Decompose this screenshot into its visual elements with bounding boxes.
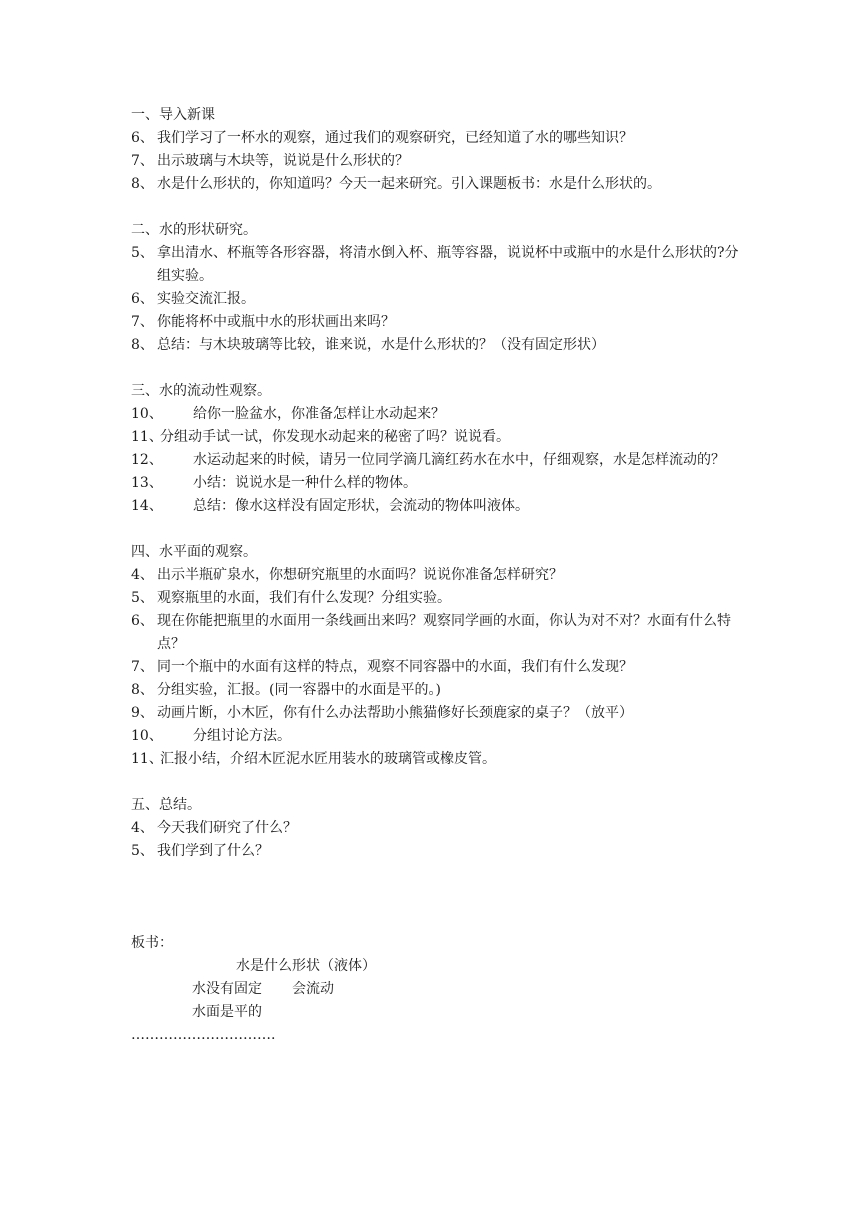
item-text: 分组讨论方法。 <box>193 728 291 744</box>
section-heading: 三、水的流动性观察。 <box>131 383 271 399</box>
item-number: 5、 <box>131 843 154 859</box>
list-item <box>131 334 741 357</box>
list-item <box>131 311 741 334</box>
board-line-1 <box>131 978 741 1001</box>
board-flows: 会流动 <box>292 981 334 997</box>
item-number: 10、 <box>131 728 163 744</box>
ellipsis-divider: …………………………. <box>131 1027 276 1043</box>
item-number: 5、 <box>131 590 154 606</box>
board-no-fixed-shape: 水没有固定 <box>192 981 262 997</box>
list-item <box>131 173 741 196</box>
item-text: 分组动手试一试，你发现水动起来的秘密了吗？说说看。 <box>160 429 510 445</box>
item-number: 7、 <box>131 659 154 675</box>
item-number: 9、 <box>131 705 154 721</box>
item-number: 7、 <box>131 314 154 330</box>
item-number: 10、 <box>131 406 163 422</box>
item-text: 分组实验，汇报。(同一容器中的水面是平的。) <box>157 682 441 698</box>
item-text: 实验交流汇报。 <box>157 291 255 307</box>
item-number: 8、 <box>131 337 154 353</box>
board-title: 水是什么形状（液体） <box>236 958 376 974</box>
section-heading: 五、总结。 <box>131 797 201 813</box>
item-number: 7、 <box>131 153 154 169</box>
list-item <box>131 495 741 518</box>
item-text: 出示半瓶矿泉水，你想研究瓶里的水面吗？说说你准备怎样研究？ <box>157 567 563 583</box>
item-text: 我们学到了什么？ <box>157 843 269 859</box>
list-item <box>131 748 741 771</box>
section-heading: 四、水平面的观察。 <box>131 544 257 560</box>
item-number: 6、 <box>131 613 154 629</box>
item-text: 你能将杯中或瓶中水的形状画出来吗？ <box>157 314 395 330</box>
list-item <box>131 656 741 679</box>
list-item <box>131 702 741 725</box>
item-number: 13、 <box>131 475 163 491</box>
section-heading: 二、水的形状研究。 <box>131 222 257 238</box>
item-number: 8、 <box>131 682 154 698</box>
list-item <box>131 725 741 748</box>
item-text: 动画片断，小木匠，你有什么办法帮助小熊猫修好长颈鹿家的桌子？（放平） <box>157 705 633 721</box>
list-item <box>131 472 741 495</box>
lesson-plan <box>131 104 741 1047</box>
item-number: 8、 <box>131 176 154 192</box>
list-item <box>131 817 741 840</box>
list-item <box>131 242 741 288</box>
item-number: 14、 <box>131 498 163 514</box>
item-text: 总结：像水这样没有固定形状，会流动的物体叫液体。 <box>193 498 529 514</box>
list-item <box>131 610 741 656</box>
item-text: 给你一脸盆水，你准备怎样让水动起来？ <box>193 406 445 422</box>
item-number: 12、 <box>131 452 163 468</box>
list-item <box>131 426 741 449</box>
list-item <box>131 150 741 173</box>
item-number: 5、 <box>131 245 154 261</box>
list-item <box>131 840 741 863</box>
list-item <box>131 679 741 702</box>
item-number: 6、 <box>131 291 154 307</box>
list-item <box>131 288 741 311</box>
board-line-2: 水面是平的 <box>192 1004 262 1020</box>
item-number: 11、 <box>131 429 163 445</box>
section-heading: 一、导入新课 <box>131 107 215 123</box>
item-text: 今天我们研究了什么？ <box>157 820 297 836</box>
item-text: 小结：说说水是一种什么样的物体。 <box>193 475 417 491</box>
list-item <box>131 403 741 426</box>
item-text: 出示玻璃与木块等，说说是什么形状的？ <box>157 153 409 169</box>
list-item <box>131 127 741 150</box>
list-item <box>131 564 741 587</box>
item-text: 水运动起来的时候，请另一位同学滴几滴红药水在水中，仔细观察，水是怎样流动的？ <box>193 452 725 468</box>
item-text: 观察瓶里的水面，我们有什么发现？分组实验。 <box>157 590 451 606</box>
item-number: 4、 <box>131 820 154 836</box>
board-label: 板书： <box>131 935 173 951</box>
list-item <box>131 449 741 472</box>
item-text: 我们学习了一杯水的观察，通过我们的观察研究，已经知道了水的哪些知识？ <box>157 130 633 146</box>
item-text: 同一个瓶中的水面有这样的特点，观察不同容器中的水面，我们有什么发现？ <box>157 659 633 675</box>
item-text: 拿出清水、杯瓶等各形容器，将清水倒入杯、瓶等容器，说说杯中或瓶中的水是什么形状的?分组实验。 <box>157 245 739 284</box>
item-text: 汇报小结，介绍木匠泥水匠用装水的玻璃管或橡皮管。 <box>160 751 496 767</box>
item-text: 总结：与木块玻璃等比较，谁来说，水是什么形状的？（没有固定形状） <box>157 337 605 353</box>
item-number: 6、 <box>131 130 154 146</box>
list-item <box>131 587 741 610</box>
item-number: 4、 <box>131 567 154 583</box>
item-number: 11、 <box>131 751 163 767</box>
item-text: 现在你能把瓶里的水面用一条线画出来吗？观察同学画的水面，你认为对不对？水面有什么特点？ <box>157 613 731 652</box>
item-text: 水是什么形状的，你知道吗？今天一起来研究。引入课题板书：水是什么形状的。 <box>157 176 661 192</box>
